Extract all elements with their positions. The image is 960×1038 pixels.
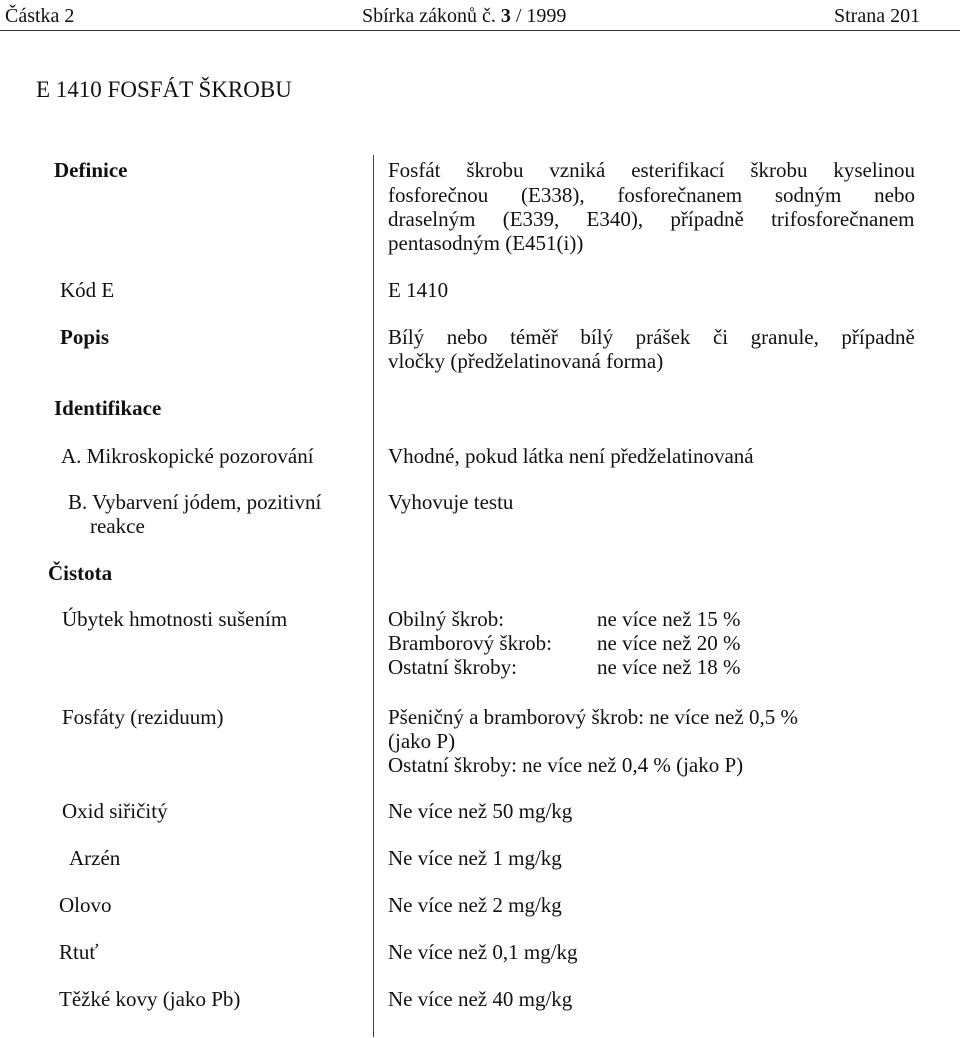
header-collection	[362, 5, 566, 28]
lead-value: Ne více než 2 mg/kg	[388, 893, 562, 917]
code-value: E 1410	[388, 278, 449, 302]
arsenic-value: Ne více než 1 mg/kg	[388, 846, 562, 870]
purity-label: Čistota	[48, 561, 113, 585]
loss-on-drying-name: Obilný škrob:	[388, 607, 505, 631]
column-divider	[373, 155, 374, 1037]
phosphates-line: (jako P)	[388, 729, 456, 753]
description-line: Bílý nebo téměř bílý prášek či granule, případně	[388, 325, 915, 349]
loss-on-drying-name: Ostatní škroby:	[388, 655, 517, 679]
identification-a-value: Vhodné, pokud látka není předželatinovaná	[388, 444, 754, 468]
identification-b-label-cont: reakce	[90, 514, 145, 538]
heavy-metals-value: Ne více než 40 mg/kg	[388, 987, 573, 1011]
header-rule	[0, 30, 960, 31]
identification-b-value: Vyhovuje testu	[388, 490, 514, 514]
loss-on-drying-limit: ne více než 20 %	[597, 631, 741, 655]
header-collection-suffix: / 1999	[510, 5, 567, 27]
identification-label: Identifikace	[54, 396, 162, 420]
phosphates-line: Pšeničný a bramborový škrob: ne více než 0,5 %	[388, 705, 798, 729]
so2-label: Oxid siřičitý	[62, 799, 168, 823]
definition-line: Fosfát škrobu vzniká esterifikací škrobu kyselinou	[388, 158, 915, 182]
header-collection-prefix: Sbírka zákonů č.	[362, 5, 501, 27]
header-part: Částka 2	[5, 5, 75, 27]
identification-a-label: A. Mikroskopické pozorování	[61, 444, 314, 468]
phosphates-label: Fosfáty (reziduum)	[62, 705, 224, 729]
lead-label: Olovo	[59, 893, 112, 917]
arsenic-label: Arzén	[69, 846, 121, 870]
so2-value: Ne více než 50 mg/kg	[388, 799, 573, 823]
loss-on-drying-limit: ne více než 15 %	[597, 607, 741, 631]
definition-line: draselným (E339, E340), případně trifosforečnanem	[388, 207, 915, 231]
page-title: E 1410 FOSFÁT ŠKROBU	[36, 77, 292, 102]
header-page: Strana 201	[834, 5, 921, 27]
code-label: Kód E	[60, 278, 115, 302]
definition-line: pentasodným (E451(i))	[388, 231, 584, 255]
heavy-metals-label: Těžké kovy (jako Pb)	[59, 987, 241, 1011]
identification-b-label: B. Vybarvení jódem, pozitivní	[68, 490, 322, 514]
phosphates-line: Ostatní škroby: ne více než 0,4 % (jako P)	[388, 753, 744, 777]
description-label: Popis	[60, 325, 110, 349]
loss-on-drying-limit: ne více než 18 %	[597, 655, 741, 679]
loss-on-drying-label: Úbytek hmotnosti sušením	[62, 607, 288, 631]
description-line: vločky (předželatinovaná forma)	[388, 349, 664, 373]
definition-line: fosforečnou (E338), fosforečnanem sodným nebo	[388, 183, 915, 207]
loss-on-drying-name: Bramborový škrob:	[388, 631, 552, 655]
header-collection-number: 3	[500, 5, 511, 27]
mercury-label: Rtuť	[59, 940, 99, 964]
definition-label: Definice	[54, 158, 128, 182]
mercury-value: Ne více než 0,1 mg/kg	[388, 940, 578, 964]
